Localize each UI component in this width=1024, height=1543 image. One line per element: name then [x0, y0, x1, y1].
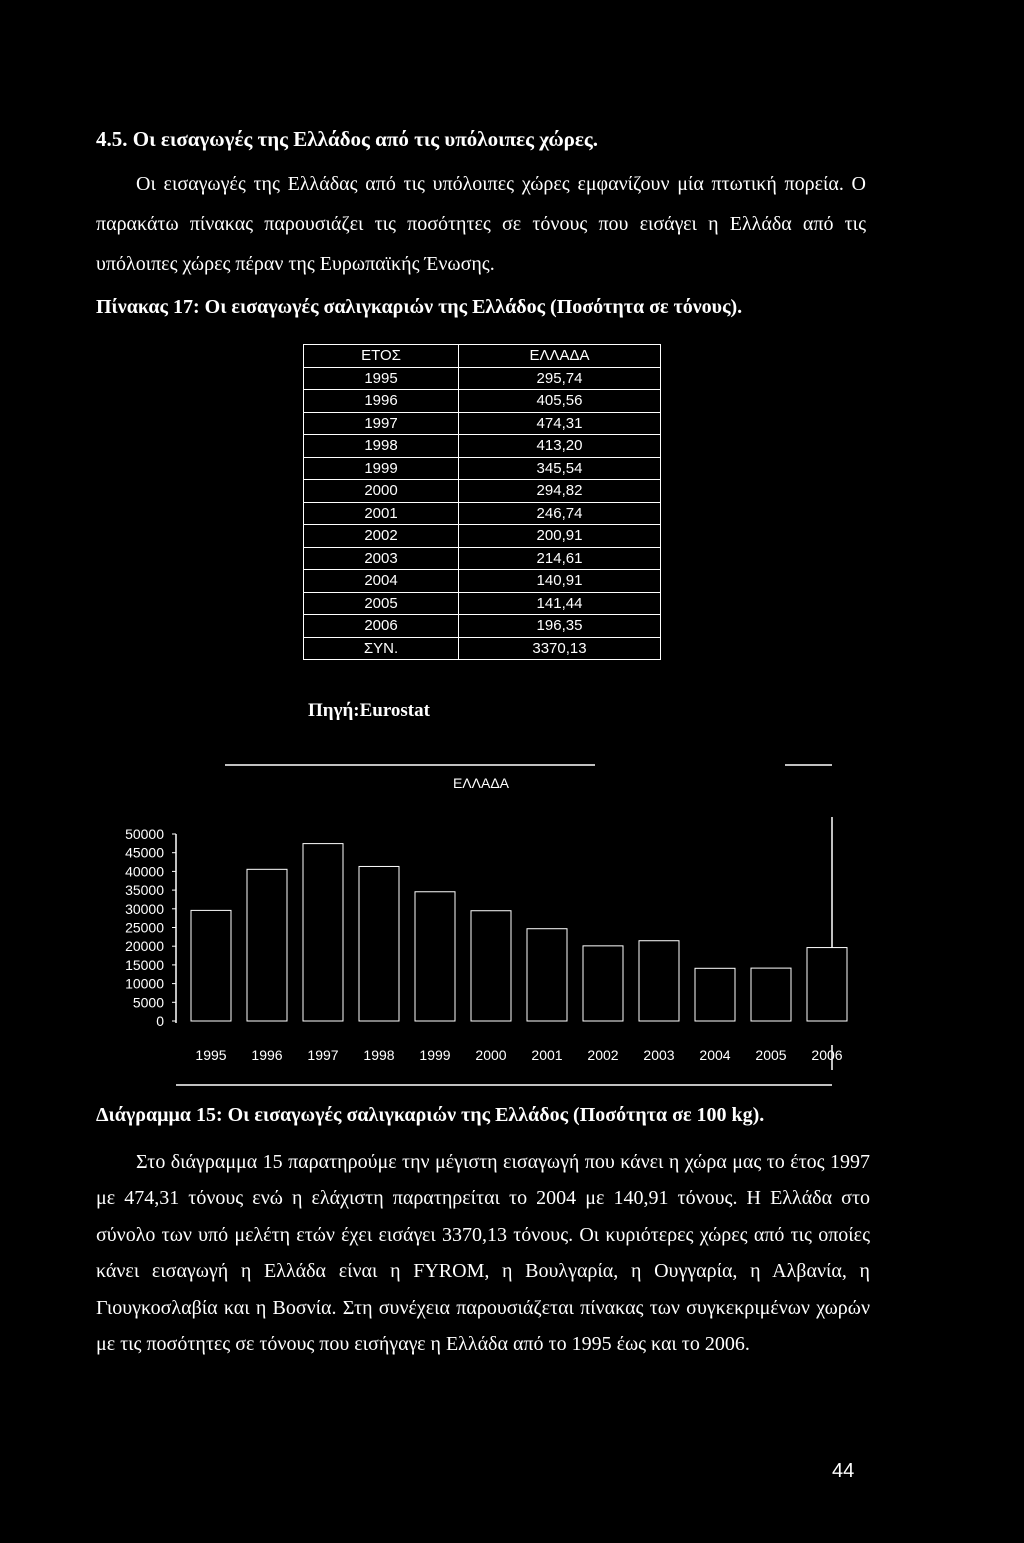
chart-title: ΕΛΛΑΔΑ: [452, 775, 510, 791]
cell-value: 200,91: [459, 525, 661, 548]
table-row: [304, 457, 661, 480]
table-row: [304, 435, 661, 458]
table-row: [304, 525, 661, 548]
source-label: Πηγή:Eurostat: [308, 700, 430, 721]
bar-2002: [583, 946, 623, 1021]
y-tick-label: 0: [156, 1013, 164, 1029]
table-row: [304, 547, 661, 570]
cell-value: 246,74: [459, 502, 661, 525]
y-tick-label: 20000: [125, 938, 164, 955]
x-tick-label: 1995: [195, 1047, 227, 1063]
cell-value: 214,61: [459, 547, 661, 570]
x-tick-label: 2004: [699, 1047, 731, 1063]
bar-1999: [415, 892, 455, 1021]
bar-2001: [527, 929, 567, 1021]
y-tick-label: 25000: [125, 919, 164, 936]
table-row: [304, 480, 661, 503]
y-tick-label: 15000: [125, 956, 164, 973]
bar-1997: [303, 844, 343, 1021]
table-row: [304, 570, 661, 593]
table-row: [304, 615, 661, 638]
x-tick-label: 2003: [643, 1047, 675, 1063]
chart-caption: Διάγραμμα 15: Οι εισαγωγές σαλιγκαριών της Ελλάδος (Ποσότητα σε 100 kg).: [96, 1104, 765, 1126]
x-tick-label: 1999: [419, 1047, 451, 1063]
cell-year: 2001: [304, 502, 459, 525]
cell-value: 196,35: [459, 615, 661, 638]
x-tick-label: 2005: [755, 1047, 787, 1063]
table-row: [304, 390, 661, 413]
table-caption: Πίνακας 17: Οι εισαγωγές σαλιγκαριών της Ελλάδος (Ποσότητα σε τόνους).: [96, 296, 743, 318]
cell-value: 140,91: [459, 570, 661, 593]
intro-paragraph: Οι εισαγωγές της Ελλάδας από τις υπόλοιπες χώρες εμφανίζουν μία πτωτική πορεία. Ο παρακάτω πίνακας παρουσιάζει τις ποσότητες σε τόνους που εισάγει η Ελλάδα από τις υπόλοιπες χώρες πέραν της Ευρωπαϊκής Ένωσης.: [96, 173, 866, 275]
x-tick-label: 2000: [475, 1047, 507, 1063]
x-tick-label: 1998: [363, 1047, 395, 1063]
table-row: [304, 412, 661, 435]
imports-bar-chart: [0, 755, 1024, 1095]
bars: [191, 844, 847, 1021]
table-row: [304, 367, 661, 390]
x-tick-label: 2002: [587, 1047, 619, 1063]
y-tick-label: 40000: [125, 863, 164, 880]
header-greece: ΕΛΛΑΔΑ: [459, 345, 661, 368]
cell-year: 2003: [304, 547, 459, 570]
cell-year: 1997: [304, 412, 459, 435]
bar-2003: [639, 941, 679, 1021]
section-heading: 4.5. Οι εισαγωγές της Ελλάδος από τις υπόλοιπες χώρες.: [96, 127, 598, 151]
cell-year: ΣΥΝ.: [304, 637, 459, 660]
cell-year: 2004: [304, 570, 459, 593]
y-tick-label: 10000: [125, 975, 164, 992]
cell-year: 2005: [304, 592, 459, 615]
cell-year: 2000: [304, 480, 459, 503]
x-tick-label: 1997: [307, 1047, 339, 1063]
cell-year: 1995: [304, 367, 459, 390]
y-tick-label: 50000: [125, 826, 164, 842]
y-tick-label: 5000: [132, 994, 164, 1011]
x-tick-label: 2006: [811, 1047, 843, 1063]
cell-year: 2006: [304, 615, 459, 638]
bar-2000: [471, 911, 511, 1021]
cell-value: 405,56: [459, 390, 661, 413]
bar-2006: [807, 948, 847, 1021]
header-year: ΕΤΟΣ: [304, 345, 459, 368]
table-total-row: [304, 637, 661, 660]
y-tick-label: 30000: [125, 900, 164, 917]
y-tick-label: 45000: [125, 844, 164, 861]
bar-2004: [695, 968, 735, 1021]
cell-year: 1996: [304, 390, 459, 413]
imports-table: [303, 344, 661, 660]
cell-value: 413,20: [459, 435, 661, 458]
bar-1998: [359, 866, 399, 1021]
cell-value: 295,74: [459, 367, 661, 390]
x-axis: [195, 1047, 842, 1063]
table-row: [304, 592, 661, 615]
cell-year: 2002: [304, 525, 459, 548]
y-tick-label: 35000: [125, 882, 164, 899]
x-tick-label: 2001: [531, 1047, 563, 1063]
table-row: [304, 502, 661, 525]
cell-value: 345,54: [459, 457, 661, 480]
x-tick-label: 1996: [251, 1047, 283, 1063]
table-header-row: [304, 345, 661, 368]
body-paragraph: Στο διάγραμμα 15 παρατηρούμε την μέγιστη εισαγωγή που κάνει η χώρα μας το έτος 1997 με 474,31 τόνους ενώ η ελάχιστη παρατηρείται το 2004 με 140,91 τόνους. Η Ελλάδα στο σύνολο των υπό μελέτη ετών έχει εισάγει 3370,13 τόνους. Οι κυριότερες χώρες από τις οποίες κάνει εισαγωγή η Ελλάδα είναι η FYROM, η Βουλγαρία, η Ουγγαρία, η Αλβανία, η Γιουγκοσλαβία και η Βοσνία. Στη συνέχεια παρουσιάζεται πίνακας των συγκεκριμένων χωρών με τις ποσότητες σε τόνους που εισήγαγε η Ελλάδα από το 1995 έως και το 2006.: [96, 1151, 870, 1356]
cell-year: 1999: [304, 457, 459, 480]
cell-value: 294,82: [459, 480, 661, 503]
bar-2005: [751, 968, 791, 1021]
cell-value: 141,44: [459, 592, 661, 615]
y-axis: [125, 826, 176, 1029]
bar-1996: [247, 869, 287, 1021]
page-number: 44: [832, 1460, 855, 1482]
cell-year: 1998: [304, 435, 459, 458]
cell-value: 474,31: [459, 412, 661, 435]
cell-value: 3370,13: [459, 637, 661, 660]
bar-1995: [191, 910, 231, 1021]
